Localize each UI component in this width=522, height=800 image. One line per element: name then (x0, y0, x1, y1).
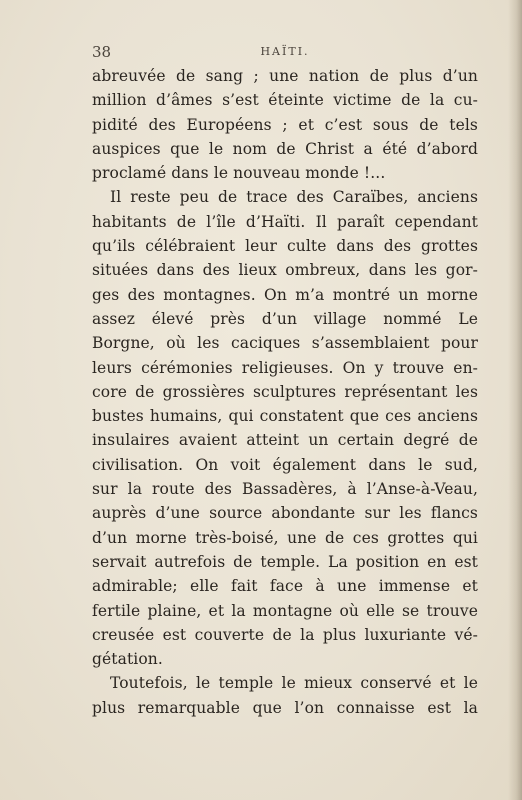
text-line: core de grossières sculptures représentant les (92, 382, 478, 401)
text-line: fertile plaine, et la montagne où elle se trouve (92, 601, 478, 620)
text-line: d’un morne très-boisé, une de ces grottes qui (92, 528, 478, 547)
text-line: bustes humains, qui constatent que ces anciens (92, 407, 478, 426)
text-line: servait autrefois de temple. La position en est (92, 552, 478, 571)
text-line: assez élevé près d’un village nommé Le (92, 309, 478, 328)
page-edge-shadow (508, 0, 522, 800)
text-line: ges des montagnes. On m’a montré un morne (92, 285, 478, 304)
text-line: qu’ils célébraient leur culte dans des grottes (92, 237, 478, 256)
text-line: civilisation. On voit également dans le sud, (92, 455, 478, 474)
text-line: situées dans des lieux ombreux, dans les gor- (92, 261, 478, 280)
text-line: auprès d’une source abondante sur les flancs (92, 504, 478, 523)
text-line: creusée est couverte de la plus luxuriante vé- (92, 625, 478, 644)
text-line: pidité des Européens ; et c’est sous de tels (92, 115, 478, 134)
text-line: insulaires avaient atteint un certain degré de (92, 431, 478, 450)
text-line: leurs cérémonies religieuses. On y trouve en- (92, 358, 478, 377)
paragraph-end-line: gétation. (92, 650, 163, 669)
body-text (92, 64, 478, 720)
text-line: abreuvée de sang ; une nation de plus d’un (92, 67, 478, 85)
text-line: admirable; elle fait face à une immense et (92, 577, 478, 596)
text-line: plus remarquable que l’on connaisse est la (92, 698, 478, 717)
page-number: 38 (92, 43, 112, 61)
paragraph-start-line: Il reste peu de trace des Caraïbes, anciens (110, 188, 478, 207)
text-line: Borgne, où les caciques s’assemblaient pour (92, 334, 478, 353)
paragraph-start-line: Toutefois, le temple le mieux conservé et le (110, 674, 478, 693)
page-header (92, 43, 478, 63)
text-line: million d’âmes s’est éteinte victime de la cu- (92, 91, 478, 110)
text-line: habitants de l’île d’Haïti. Il paraît cependant (92, 212, 478, 231)
text-line: auspices que le nom de Christ a été d’abord (92, 139, 478, 158)
text-line: sur la route des Bassadères, à l’Anse-à-Veau, (92, 480, 478, 499)
running-title: HAÏTI. (260, 45, 310, 58)
paragraph-end-line: proclamé dans le nouveau monde !... (92, 164, 386, 183)
